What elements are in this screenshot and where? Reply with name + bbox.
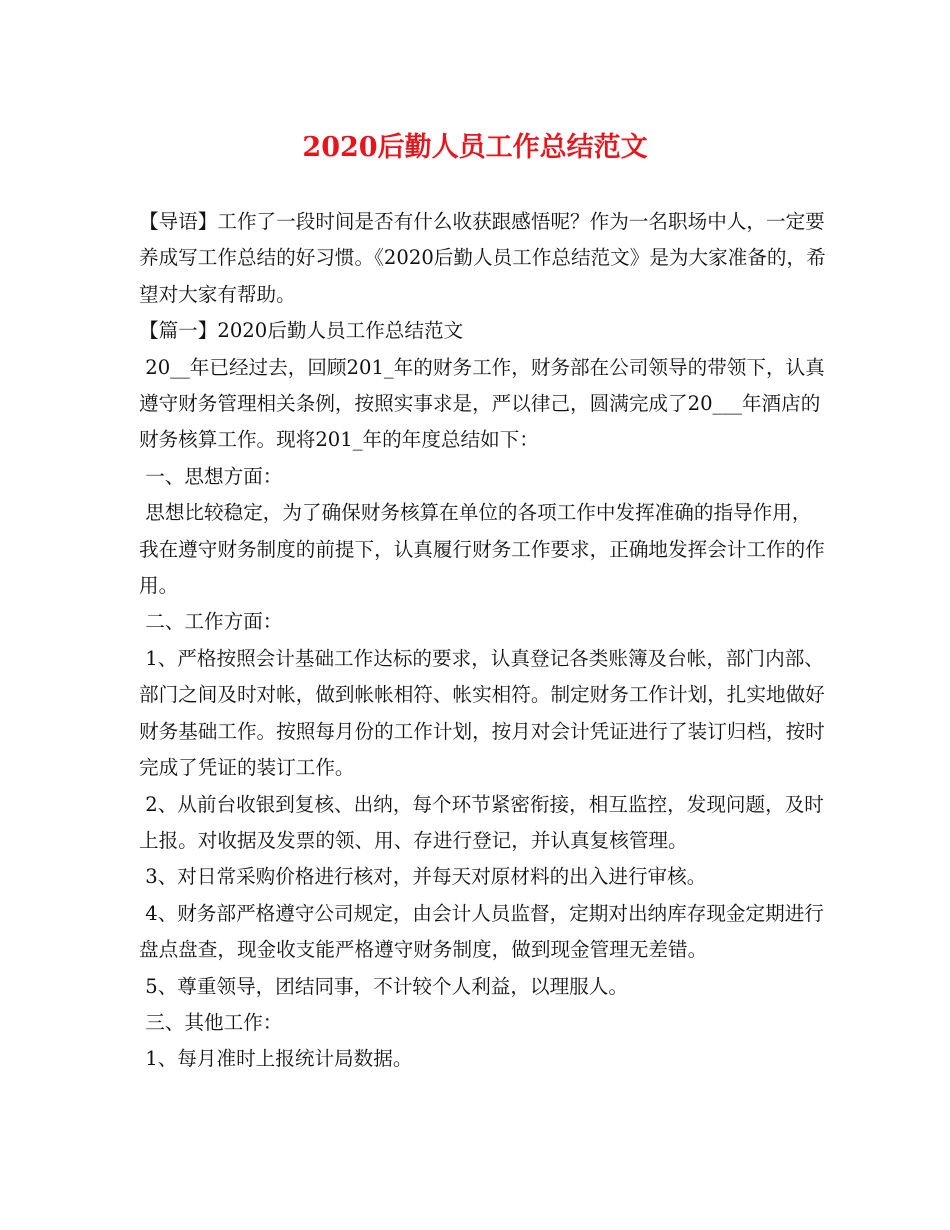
document-body (139, 204, 829, 1078)
work-item-2: 2、从前台收银到复核、出纳，每个环节紧密衔接，相互监控，发现问题，及时上报。对收据及发票的领、用、存进行登记，并认真复核管理。 (139, 792, 824, 852)
section-heading-work: 二、工作方面： (139, 610, 283, 634)
intro-paragraph: 【导语】工作了一段时间是否有什么收获跟感悟呢？作为一名职场中人，一定要养成写工作总结的好习惯。《2020后勤人员工作总结范文》是为大家准备的，希望对大家有帮助。 (139, 210, 826, 306)
work-item-5: 5、尊重领导，团结同事，不计较个人利益，以理服人。 (139, 974, 628, 998)
work-item-3: 3、对日常采购价格进行核对，并每天对原材料的出入进行审核。 (139, 865, 707, 889)
work-item-1: 1、严格按照会计基础工作达标的要求，认真登记各类账簿及台帐，部门内部、部门之间及时对帐，做到帐帐相符、帐实相符。制定财务工作计划，扎实地做好财务基础工作。按照每月份的工作计划，按月对会计凭证进行了装订归档，按时完成了凭证的装订工作。 (139, 646, 825, 780)
document-title: 2020后勤人员工作总结范文 (302, 132, 648, 163)
work-item-4: 4、财务部严格遵守公司规定，由会计人员监督，定期对出纳库存现金定期进行盘点盘查，现金收支能严格遵守财务制度，做到现金管理无差错。 (139, 901, 824, 962)
opening-paragraph: 20__年已经过去，回顾201_年的财务工作，财务部在公司领导的带领下，认真遵守财务管理相关条例，按照实事求是，严以律己，圆满完成了20___年酒店的财务核算工作。现将201_年的年度总结如下： (139, 355, 825, 452)
other-item-1: 1、每月准时上报统计局数据。 (139, 1047, 413, 1071)
section-heading-thinking: 一、思想方面： (139, 464, 283, 488)
section-heading-other: 三、其他工作： (139, 1010, 283, 1034)
thinking-paragraph: 思想比较稳定，为了确保财务核算在单位的各项工作中发挥准确的指导作用，我在遵守财务制度的前提下，认真履行财务工作要求，正确地发挥会计工作的作用。 (139, 501, 825, 598)
section-heading-part-one: 【篇一】2020后勤人员工作总结范文 (139, 319, 464, 343)
